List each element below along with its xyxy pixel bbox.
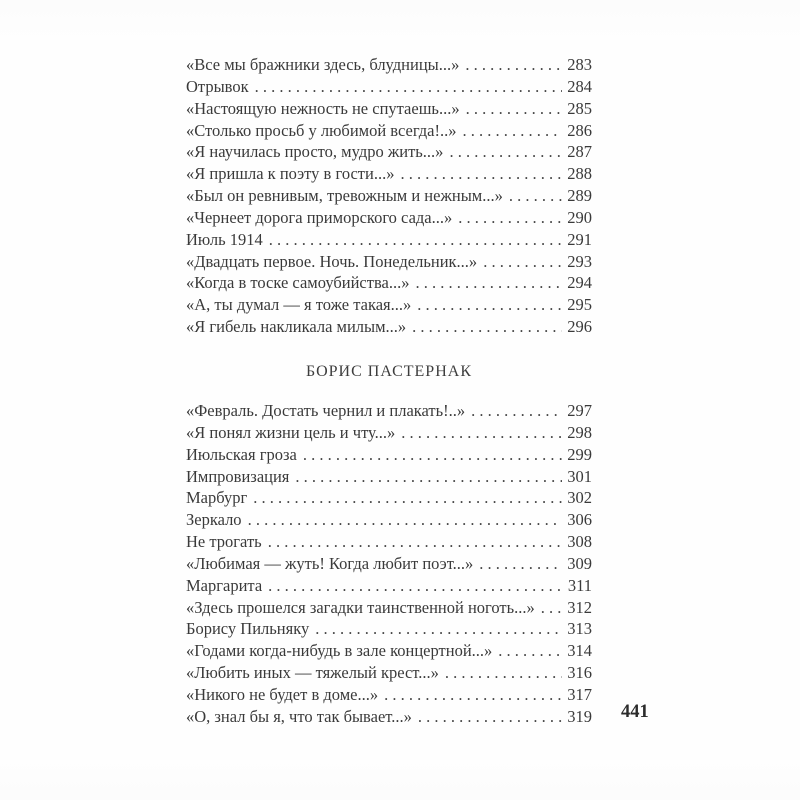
toc-entry-title: «Когда в тоске самоубийства...» [186,273,410,293]
toc-row [186,531,592,553]
toc-entry-title: «А, ты думал — я тоже такая...» [186,295,412,315]
toc-entry-title: Отрывок [186,76,249,96]
toc-row [186,422,592,444]
toc-row [186,207,592,229]
table-of-contents [186,54,592,728]
toc-dot-leader [458,207,562,229]
toc-dot-leader [268,531,563,553]
toc-dot-leader [401,422,562,444]
toc-entry-page: 306 [567,510,592,530]
toc-entry-title: «Двадцать первое. Ночь. Понедельник...» [186,251,478,271]
toc-dot-leader [479,553,562,575]
toc-row [186,76,592,98]
toc-entry-title: Июльская гроза [186,444,297,464]
toc-row [186,706,592,728]
toc-row [186,487,592,509]
toc-row [186,272,592,294]
toc-entry-page: 297 [567,400,592,420]
toc-entry-title: Марбург [186,488,248,508]
toc-entry-page: 308 [567,532,592,552]
toc-dot-leader [315,618,562,640]
toc-row [186,466,592,488]
toc-dot-leader [400,163,562,185]
toc-entry-title: Июль 1914 [186,229,263,249]
toc-dot-leader [445,662,562,684]
toc-dot-leader [417,294,562,316]
toc-dot-leader [418,706,562,728]
toc-entry-page: 284 [567,76,592,96]
toc-row [186,662,592,684]
toc-entry-page: 296 [567,317,592,337]
toc-entry-page: 286 [567,120,592,140]
toc-row [186,294,592,316]
toc-dot-leader [295,466,562,488]
toc-row [186,509,592,531]
toc-dot-leader [471,400,562,422]
toc-entry-page: 299 [567,444,592,464]
toc-entry-page: 312 [567,597,592,617]
toc-row [186,120,592,142]
toc-entry-title: Не трогать [186,532,262,552]
toc-entry-page: 293 [567,251,592,271]
toc-entry-title: Зеркало [186,510,242,530]
toc-dot-leader [269,229,563,251]
toc-entry-title: «Годами когда-нибудь в зале концертной...» [186,641,493,661]
toc-dot-leader [509,185,562,207]
toc-entry-page: 287 [567,142,592,162]
toc-entry-page: 314 [567,641,592,661]
toc-entry-page: 316 [567,663,592,683]
toc-entry-title: «Все мы бражники здесь, блудницы...» [186,55,460,74]
toc-entry-title: «Никого не будет в доме...» [186,684,379,704]
toc-dot-leader [449,141,562,163]
toc-row [186,553,592,575]
toc-dot-leader [466,98,563,120]
toc-row [186,185,592,207]
toc-dot-leader [483,251,562,273]
toc-entry-title: «Я пришла к поэту в гости...» [186,164,395,184]
toc-entry-title: «О, знал бы я, что так бывает...» [186,706,412,726]
toc-dot-leader [541,597,562,619]
toc-row [186,316,592,338]
toc-dot-leader [415,272,562,294]
toc-entry-title: «Февраль. Достать чернил и плакать!..» [186,400,466,420]
toc-entry-page: 301 [567,466,592,486]
toc-entry-title: Борису Пильняку [186,619,310,639]
page-folio: 441 [621,702,649,722]
toc-entry-title: «Любимая — жуть! Когда любит поэт...» [186,553,474,573]
toc-row [186,98,592,120]
toc-dot-leader [498,640,562,662]
toc-entry-page: 295 [567,295,592,315]
toc-entry-page: 289 [567,186,592,206]
toc-row [186,597,592,619]
toc-entry-title: «Я понял жизни цель и чту...» [186,422,396,442]
toc-entry-title: Маргарита [186,575,263,595]
toc-entry-title: «Был он ревнивым, тревожным и нежным...» [186,186,503,206]
toc-entry-page: 294 [567,273,592,293]
toc-entry-title: «Любить иных — тяжелый крест...» [186,663,439,683]
toc-entry-title: «Я гибель накликала милым...» [186,317,407,337]
toc-row [186,400,592,422]
toc-entry-title: «Здесь прошелся загадки таинственной ноготь...» [186,597,535,617]
toc-entry-title: «Настоящую нежность не спутаешь...» [186,98,460,118]
toc-entry-page: 309 [567,553,592,573]
toc-dot-leader [384,684,562,706]
toc-row [186,54,592,76]
toc-dot-leader [268,575,563,597]
toc-row [186,251,592,273]
toc-dot-leader [303,444,562,466]
toc-entry-page: 311 [567,575,592,595]
toc-entry-page: 288 [567,164,592,184]
toc-entry-title: «Я научилась просто, мудро жить...» [186,142,444,162]
toc-row [186,229,592,251]
toc-entry-page: 290 [567,207,592,227]
toc-section-heading: БОРИС ПАСТЕРНАК [306,362,472,380]
toc-dot-leader [412,316,562,338]
toc-entry-title: «Чернеет дорога приморского сада...» [186,207,453,227]
toc-row [186,141,592,163]
toc-row [186,618,592,640]
toc-entry-page: 302 [567,488,592,508]
toc-dot-leader [465,54,562,76]
toc-dot-leader [255,76,563,98]
toc-entry-page: 291 [567,229,592,249]
toc-dot-leader [463,120,563,142]
toc-entry-title: Импровизация [186,466,290,486]
toc-entry-page: 283 [567,55,592,74]
toc-row [186,444,592,466]
toc-row [186,640,592,662]
toc-row [186,684,592,706]
toc-entry-page: 317 [567,684,592,704]
toc-row [186,575,592,597]
toc-entry-page: 319 [567,706,592,726]
toc-dot-leader [253,487,562,509]
toc-entry-title: «Столько просьб у любимой всегда!..» [186,120,457,140]
toc-dot-leader [248,509,563,531]
toc-entry-page: 313 [567,619,592,639]
toc-row [186,163,592,185]
toc-entry-page: 285 [567,98,592,118]
toc-entry-page: 298 [567,422,592,442]
